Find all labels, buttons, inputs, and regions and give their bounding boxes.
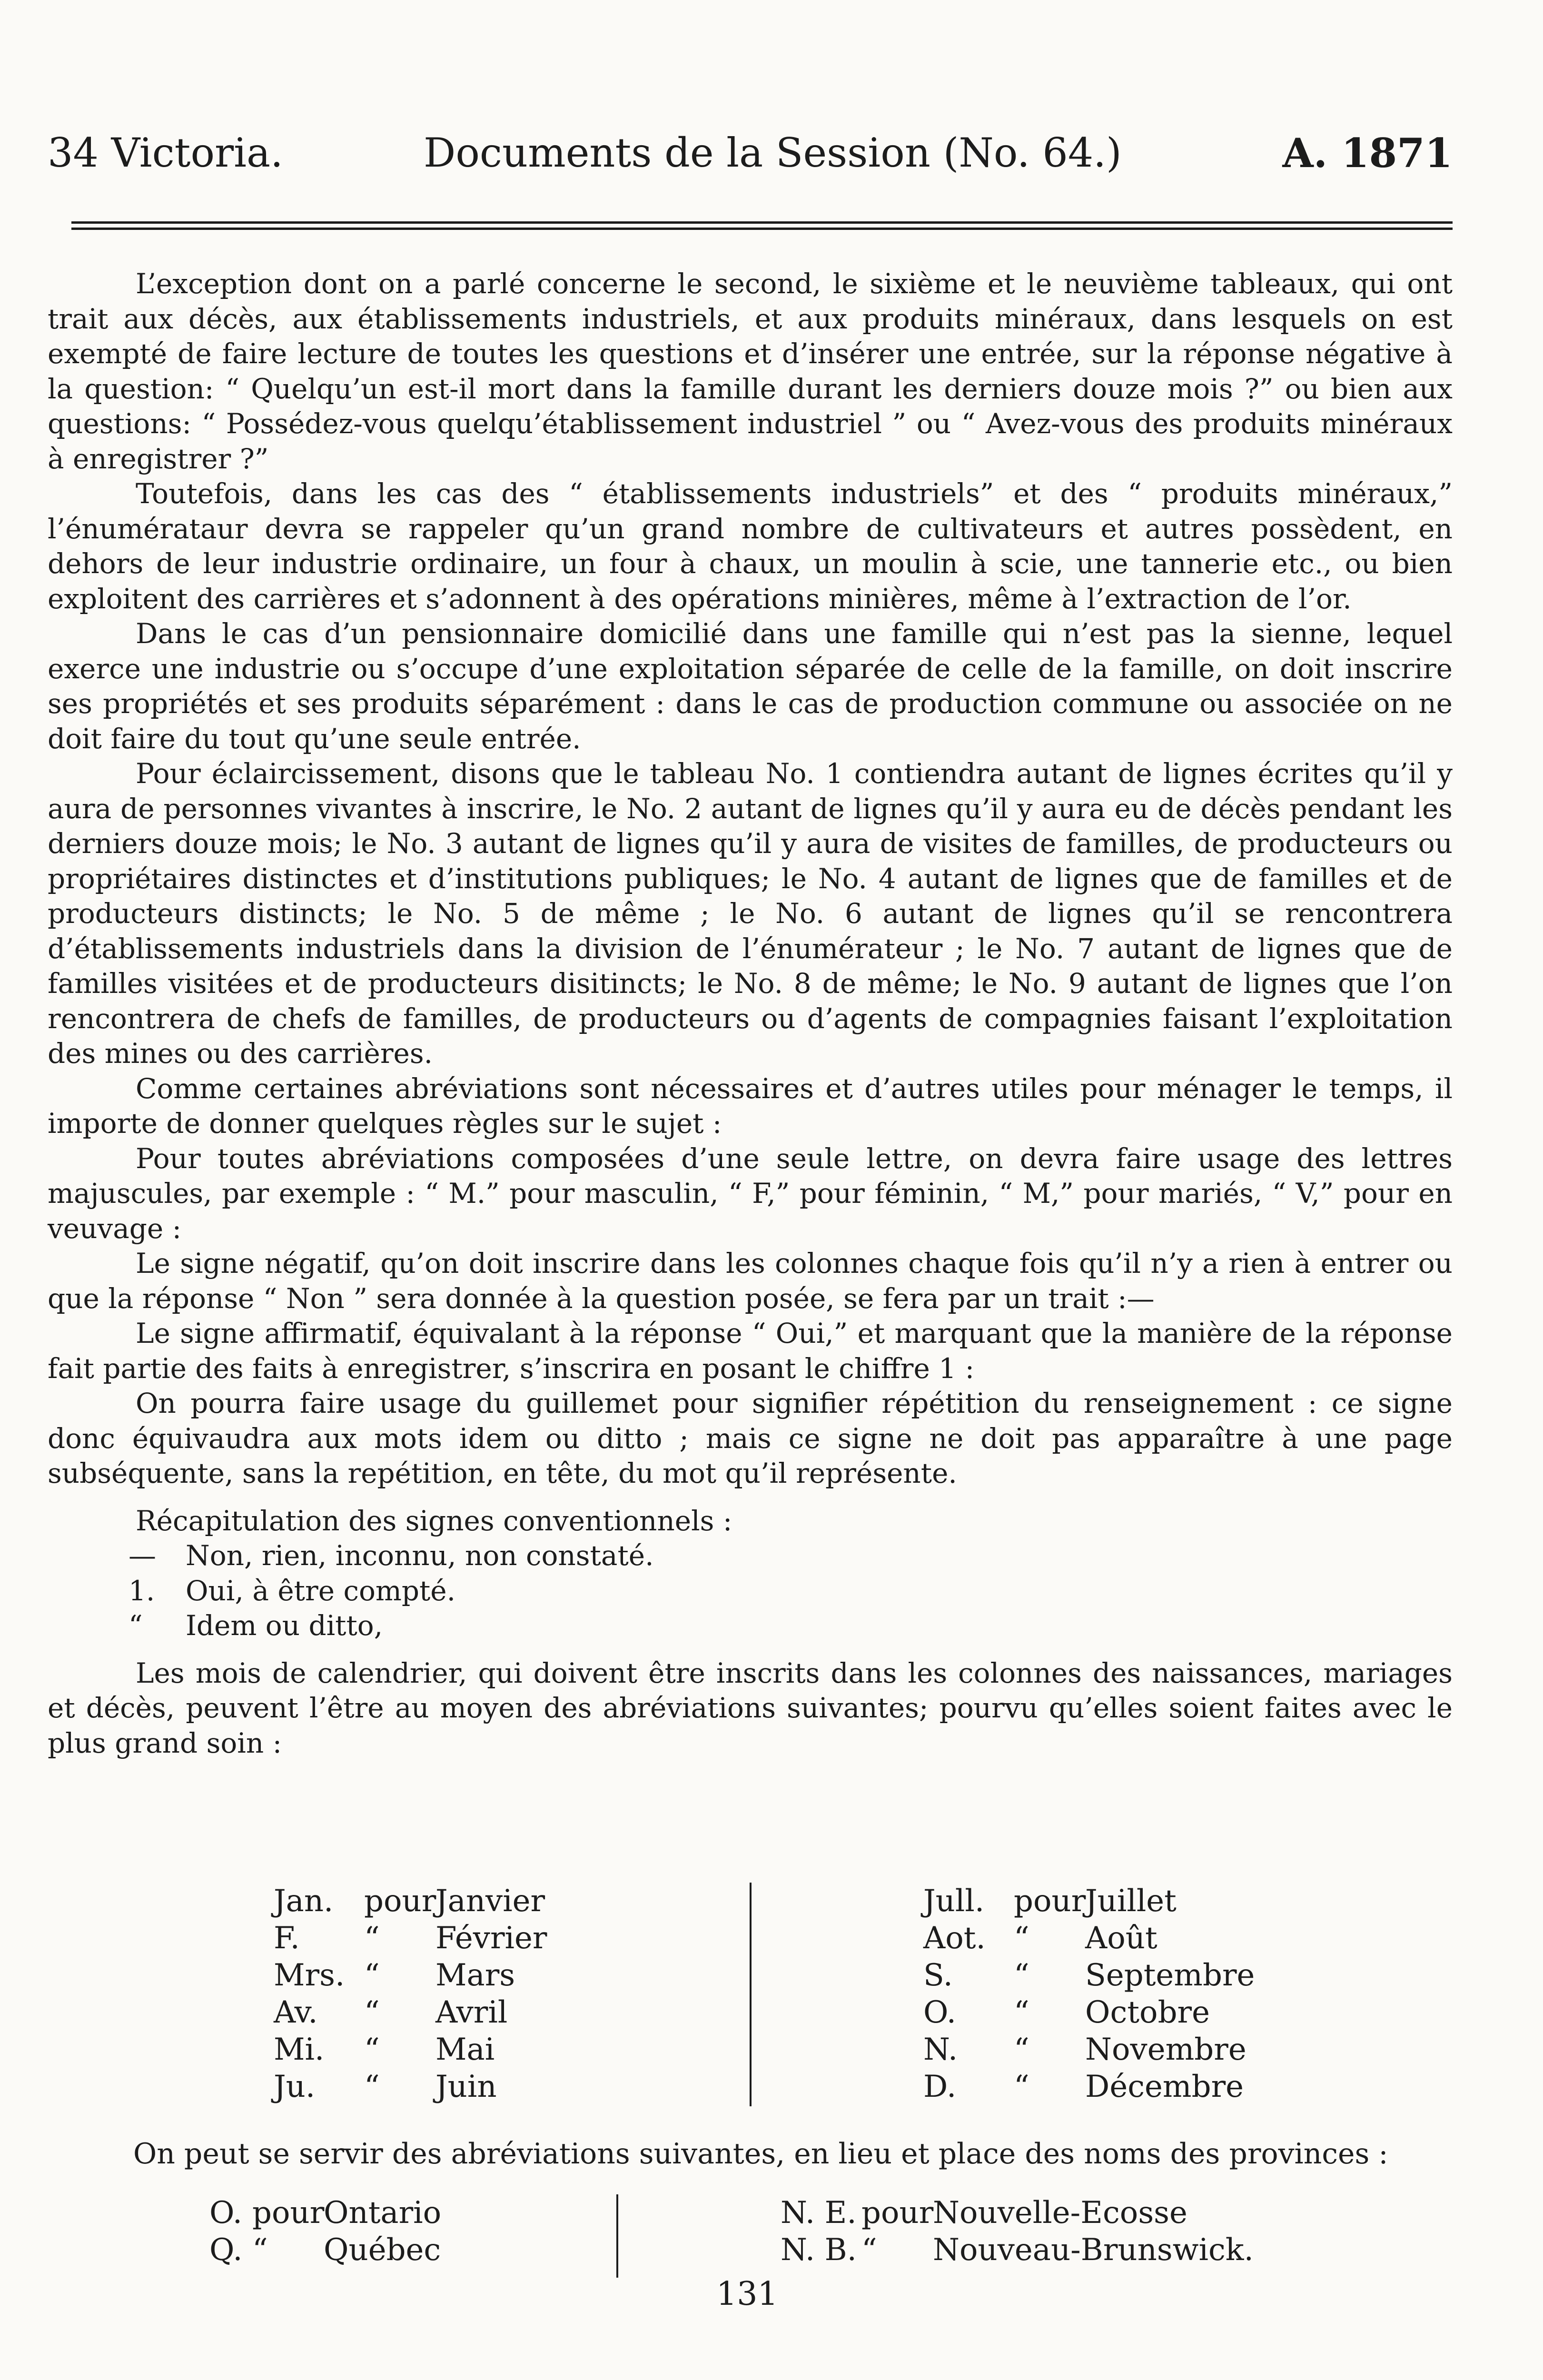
- month-pour: “: [364, 2032, 380, 2067]
- month-abbr: Av.: [274, 1995, 318, 2030]
- month-pour: “: [364, 1921, 380, 1956]
- paragraph: Dans le cas d’un pensionnaire domicilié dans une famille qui n’est pas la sienne, lequel exerce une industrie ou s’occupe d’une exploitation séparée de celle de la famille, on doit inscrire ses propriétés et ses produits séparément : dans le cas de production commune ou associée on ne doit faire du tout qu’une seule entrée.: [48, 617, 1453, 755]
- header-year: A. 1871: [1282, 129, 1453, 177]
- paragraph: Pour éclaircissement, disons que le tableau No. 1 contiendra autant de lignes écrites qu’il y aura de personnes vivantes à inscrire, le No. 2 autant de lignes qu’il y aura eu de décès pendant les derniers douze mois; le No. 3 autant de lignes qu’il y aura de visites de familles, de producteurs ou propriétaires distinctes et d’institutions publiques; le No. 4 autant de lignes que de familles et de producteurs distincts; le No. 5 de même ; le No. 6 autant de lignes qu’il se rencontrera d’établissements industriels dans la division de l’énumérateur ; le No. 7 autant de lignes que de familles visitées et de producteurs disitincts; le No. 8 de même; le No. 9 autant de lignes que l’on rencontrera de chefs de familles, de producteurs ou d’agents de compagnies faisant l’exploitation des mines ou des carrières.: [48, 757, 1453, 1070]
- month-pour: “: [364, 1958, 380, 1993]
- paragraph: Le signe affirmatif, équivalant à la réponse “ Oui,” et marquant que la manière de la réponse fait partie des faits à enregistrer, s’inscrira en posant le chiffre 1 :: [48, 1317, 1453, 1385]
- province-abbr: Q.: [209, 2232, 243, 2268]
- month-name: Novembre: [1085, 2032, 1246, 2067]
- recap-item: [48, 1538, 1453, 1574]
- month-name: Février: [435, 1921, 547, 1956]
- province-row: [781, 2231, 1254, 2269]
- month-name: Août: [1085, 1921, 1157, 1956]
- month-abbr: N.: [923, 2032, 958, 2067]
- provinces-table: [209, 2194, 1399, 2304]
- month-row: [274, 1920, 547, 1957]
- month-row: [923, 1883, 1255, 1920]
- month-abbr: Ju.: [274, 2069, 316, 2104]
- month-row: [274, 2031, 547, 2068]
- province-pour: pour: [252, 2195, 325, 2231]
- body-text: [48, 267, 1453, 1761]
- paragraph: On pourra faire usage du guillemet pour signifier répétition du renseignement : ce signe donc équivaudra aux mots idem ou ditto ; mais ce signe ne doit pas apparaître à une page subséquente, sans la repétition, en tête, du mot qu’il représente.: [48, 1387, 1453, 1489]
- recap-symbol: “: [129, 1609, 143, 1642]
- province-row: [781, 2194, 1254, 2231]
- province-abbr: N. E.: [781, 2195, 857, 2231]
- month-row: [923, 1994, 1255, 2031]
- months-column-right: [923, 1883, 1255, 2105]
- month-row: [923, 1957, 1255, 1994]
- month-abbr: Aot.: [923, 1921, 986, 1956]
- provinces-column-right: [781, 2194, 1254, 2269]
- month-row: [923, 2068, 1255, 2105]
- province-row: [209, 2231, 441, 2269]
- province-abbr: N. B.: [781, 2232, 857, 2268]
- month-pour: “: [1014, 1995, 1029, 2030]
- month-pour: “: [364, 2069, 380, 2104]
- recap-section: [48, 1504, 1453, 1644]
- month-name: Mai: [435, 2032, 495, 2067]
- recap-text: Oui, à être compté.: [186, 1574, 456, 1607]
- header-title: Documents de la Session (No. 64.): [424, 129, 1122, 176]
- month-name: Octobre: [1085, 1995, 1210, 2030]
- provinces-intro: On peut se servir des abréviations suivantes, en lieu et place des noms des provinces :: [133, 2137, 1388, 2171]
- month-name: Juillet: [1085, 1884, 1177, 1919]
- months-intro: Les mois de calendrier, qui doivent être inscrits dans les colonnes des naissances, mariages et décès, peuvent l’être au moyen des abréviations suivantes; pourvu qu’elles soient faites avec le plus grand soin :: [48, 1656, 1453, 1759]
- province-row: [209, 2194, 441, 2231]
- months-column-left: [274, 1883, 547, 2105]
- month-name: Juin: [435, 2069, 497, 2104]
- recap-item: [48, 1574, 1453, 1609]
- province-pour: “: [252, 2232, 268, 2268]
- month-row: [274, 1883, 547, 1920]
- paragraph: L’exception dont on a parlé concerne le second, le sixième et le neuvième tableaux, qui ont trait aux décès, aux établissements industriels, et aux produits minéraux, dans lesquels on est exempté de faire lecture de toutes les questions et d’insérer une entrée, sur la réponse négative à la question: “ Quelqu’un est-il mort dans la famille durant les derniers douze mois ?” ou bien aux questions: “ Possédez-vous quelqu’établissement industriel ” ou “ Avez-vous des produits minéraux à enregistrer ?”: [48, 268, 1453, 475]
- recap-text: Non, rien, inconnu, non constaté.: [186, 1539, 654, 1572]
- paragraph: Toutefois, dans les cas des “ établissements industriels” et des “ produits minéraux,” l’énumérataur devra se rappeler qu’un grand nombre de cultivateurs et autres possèdent, en dehors de leur industrie ordinaire, un four à chaux, un moulin à scie, une tannerie etc., ou bien exploitent des carrières et s’adonnent à des opérations minières, même à l’extraction de l’or.: [48, 477, 1453, 615]
- month-row: [923, 1920, 1255, 1957]
- paragraph: Pour toutes abréviations composées d’une seule lettre, on devra faire usage des lettres majuscules, par exemple : “ M.” pour masculin, “ F,” pour féminin, “ M,” pour mariés, “ V,” pour en veuvage :: [48, 1142, 1453, 1245]
- paragraph: Le signe négatif, qu’on doit inscrire dans les colonnes chaque fois qu’il n’y a rien à entrer ou que la réponse “ Non ” sera donnée à la question posée, se fera par un trait :—: [48, 1247, 1453, 1315]
- recap-symbol: —: [129, 1539, 156, 1572]
- months-divider: [750, 1883, 752, 2106]
- province-abbr: O.: [209, 2195, 243, 2231]
- page-header: [48, 129, 1453, 187]
- header-rule-bottom: [71, 228, 1453, 230]
- month-row: [274, 1994, 547, 2031]
- month-pour: pour: [1014, 1884, 1086, 1919]
- month-abbr: Jan.: [274, 1884, 334, 1919]
- month-name: Janvier: [435, 1884, 545, 1919]
- month-abbr: Mi.: [274, 2032, 325, 2067]
- recap-title: Récapitulation des signes conventionnels :: [136, 1504, 732, 1537]
- province-name: Nouvelle-Ecosse: [933, 2195, 1187, 2231]
- month-abbr: F.: [274, 1921, 300, 1956]
- header-volume: 34 Victoria.: [48, 129, 283, 176]
- page-number: 131: [716, 2275, 778, 2313]
- month-pour: “: [364, 1995, 380, 2030]
- month-row: [274, 1957, 547, 1994]
- month-abbr: S.: [923, 1958, 953, 1993]
- month-pour: “: [1014, 2032, 1029, 2067]
- month-abbr: O.: [923, 1995, 957, 2030]
- recap-item: [48, 1608, 1453, 1644]
- month-pour: “: [1014, 1921, 1029, 1956]
- paragraph: Comme certaines abréviations sont nécessaires et d’autres utiles pour ménager le temps, il importe de donner quelques règles sur le sujet :: [48, 1072, 1453, 1140]
- month-name: Avril: [435, 1995, 508, 2030]
- recap-symbol: 1.: [129, 1574, 155, 1607]
- month-row: [274, 2068, 547, 2105]
- month-name: Mars: [435, 1958, 515, 1993]
- provinces-column-left: [209, 2194, 441, 2269]
- month-abbr: D.: [923, 2069, 957, 2104]
- month-name: Septembre: [1085, 1958, 1255, 1993]
- month-abbr: Jull.: [923, 1884, 985, 1919]
- province-name: Québec: [324, 2232, 441, 2268]
- header-rule-top: [71, 221, 1453, 224]
- month-name: Décembre: [1085, 2069, 1244, 2104]
- month-pour: pour: [364, 1884, 436, 1919]
- province-pour: pour: [861, 2195, 934, 2231]
- province-pour: “: [861, 2232, 877, 2268]
- province-name: Ontario: [324, 2195, 442, 2231]
- recap-text: Idem ou ditto,: [186, 1609, 383, 1642]
- month-row: [923, 2031, 1255, 2068]
- province-name: Nouveau-Brunswick.: [933, 2232, 1254, 2268]
- month-pour: “: [1014, 1958, 1029, 1993]
- months-table: [274, 1883, 1273, 2111]
- provinces-divider: [616, 2194, 618, 2278]
- month-pour: “: [1014, 2069, 1029, 2104]
- month-abbr: Mrs.: [274, 1958, 345, 1993]
